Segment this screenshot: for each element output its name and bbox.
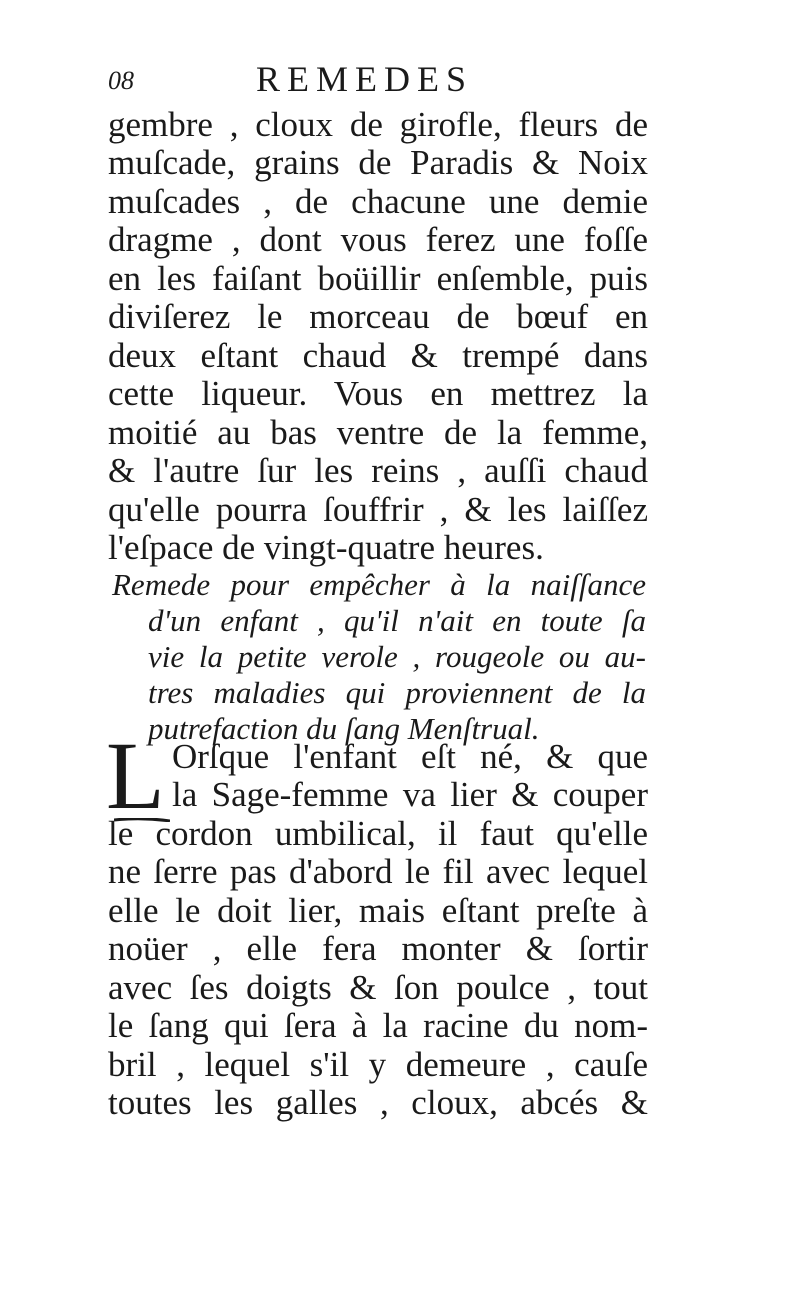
text-line: noüer , elle fera monter & ſortir bbox=[108, 929, 648, 968]
drop-cap: L bbox=[106, 722, 165, 829]
text-line: cette liqueur. Vous en mettrez la bbox=[108, 374, 648, 413]
text-line: muſcade, grains de Paradis & Noix bbox=[108, 143, 648, 182]
text-line: gembre , cloux de girofle, fleurs de bbox=[108, 105, 648, 144]
title-line: tres maladies qui proviennent de la bbox=[148, 675, 646, 710]
text-line: moitié au bas ventre de la femme, bbox=[108, 413, 648, 452]
text-line: la Sage-femme va lier & couper bbox=[172, 775, 648, 814]
text-line: qu'elle pourra ſouffrir , & les laiſſez bbox=[108, 490, 648, 529]
text-line: ne ſerre pas d'abord le fil avec lequel bbox=[108, 852, 648, 891]
text-line: toutes les galles , cloux, abcés & bbox=[108, 1083, 648, 1122]
title-line: Remede pour empêcher à la naiſſance bbox=[112, 567, 646, 602]
text-line: le cordon umbilical, il faut qu'elle bbox=[108, 814, 648, 853]
text-line: en les faiſant boüillir enſemble, puis bbox=[108, 259, 648, 298]
title-line: putrefaction du ſang Menſtrual. bbox=[148, 711, 540, 746]
title-line: d'un enfant , qu'il n'ait en toute ſa bbox=[148, 603, 646, 638]
text-line: diviſerez le morceau de bœuf en bbox=[108, 297, 648, 336]
text-line: dragme , dont vous ferez une foſſe bbox=[108, 220, 648, 259]
running-head: REMEDES bbox=[256, 59, 474, 99]
text-line: Orſque l'enfant eſt né, & que bbox=[172, 737, 648, 776]
text-line: muſcades , de chacune une demie bbox=[108, 182, 648, 221]
page-header bbox=[108, 58, 648, 102]
text-line: deux eſtant chaud & trempé dans bbox=[108, 336, 648, 375]
page-number: 08 bbox=[108, 66, 134, 95]
text-line: & l'autre ſur les reins , auſſi chaud bbox=[108, 451, 648, 490]
text-line: elle le doit lier, mais eſtant preſte à bbox=[108, 891, 648, 930]
text-line: le ſang qui ſera à la racine du nom- bbox=[108, 1006, 648, 1045]
title-line: vie la petite verole , rougeole ou au- bbox=[148, 639, 646, 674]
text-line: l'eſpace de vingt-quatre heures. bbox=[108, 528, 544, 567]
text-line: avec ſes doigts & ſon poulce , tout bbox=[108, 968, 648, 1007]
text-line: bril , lequel s'il y demeure , cauſe bbox=[108, 1045, 648, 1084]
